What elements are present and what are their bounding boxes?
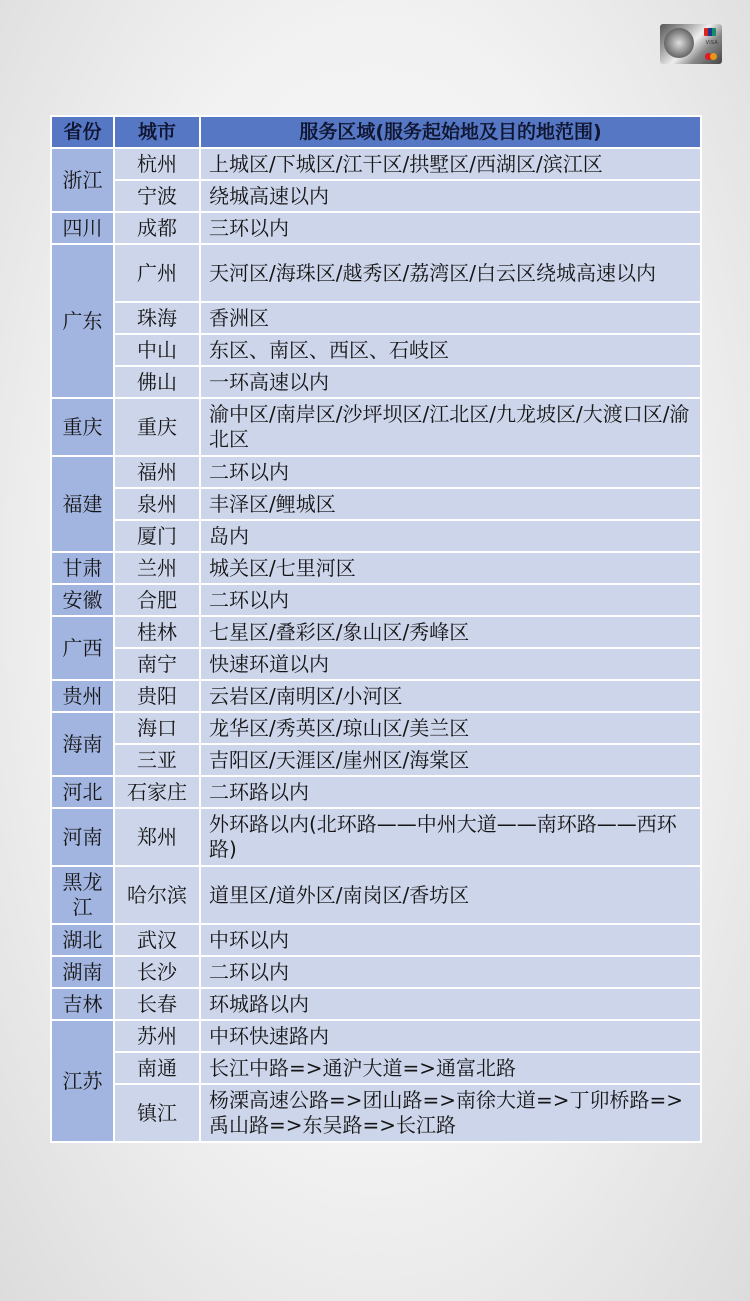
mastercard-orange-circle-icon [710, 53, 717, 60]
city-cell: 苏州 [114, 1020, 200, 1052]
province-cell: 甘肃 [51, 552, 114, 584]
table-row [51, 488, 701, 520]
city-cell: 长春 [114, 988, 200, 1020]
table-row [51, 712, 701, 744]
area-cell: 中环快速路内 [200, 1020, 701, 1052]
header-service-area: 服务区域(服务起始地及目的地范围) [200, 116, 701, 148]
city-cell: 长沙 [114, 956, 200, 988]
table-row [51, 1052, 701, 1084]
city-cell: 珠海 [114, 302, 200, 334]
province-cell: 河南 [51, 808, 114, 866]
city-cell: 郑州 [114, 808, 200, 866]
table-row [51, 808, 701, 866]
unionpay-mark-icon [704, 28, 716, 36]
table-row [51, 924, 701, 956]
city-cell: 哈尔滨 [114, 866, 200, 924]
city-cell: 佛山 [114, 366, 200, 398]
area-cell: 岛内 [200, 520, 701, 552]
area-cell: 二环以内 [200, 956, 701, 988]
area-cell: 丰泽区/鲤城区 [200, 488, 701, 520]
area-cell: 龙华区/秀英区/琼山区/美兰区 [200, 712, 701, 744]
area-cell: 七星区/叠彩区/象山区/秀峰区 [200, 616, 701, 648]
city-cell: 石家庄 [114, 776, 200, 808]
area-cell: 道里区/道外区/南岗区/香坊区 [200, 866, 701, 924]
city-cell: 泉州 [114, 488, 200, 520]
city-cell: 成都 [114, 212, 200, 244]
province-cell: 福建 [51, 456, 114, 552]
city-cell: 厦门 [114, 520, 200, 552]
province-cell: 海南 [51, 712, 114, 776]
area-cell: 杨溧高速公路=>团山路=>南徐大道=>丁卯桥路=>禹山路=>东吴路=>长江路 [200, 1084, 701, 1142]
city-cell: 贵阳 [114, 680, 200, 712]
area-cell: 长江中路=>通沪大道=>通富北路 [200, 1052, 701, 1084]
table-row [51, 680, 701, 712]
city-cell: 镇江 [114, 1084, 200, 1142]
table-row [51, 744, 701, 776]
table-row [51, 148, 701, 180]
table-row [51, 244, 701, 302]
area-cell: 云岩区/南明区/小河区 [200, 680, 701, 712]
table-row [51, 616, 701, 648]
card-emblem [664, 28, 694, 58]
province-cell: 浙江 [51, 148, 114, 212]
province-cell: 广东 [51, 244, 114, 398]
city-cell: 南通 [114, 1052, 200, 1084]
table-row [51, 302, 701, 334]
table-row [51, 212, 701, 244]
table-row [51, 334, 701, 366]
city-cell: 杭州 [114, 148, 200, 180]
table-row [51, 456, 701, 488]
province-cell: 江苏 [51, 1020, 114, 1142]
table-row [51, 398, 701, 456]
city-cell: 中山 [114, 334, 200, 366]
table-row [51, 520, 701, 552]
area-cell: 上城区/下城区/江干区/拱墅区/西湖区/滨江区 [200, 148, 701, 180]
area-cell: 一环高速以内 [200, 366, 701, 398]
city-cell: 宁波 [114, 180, 200, 212]
city-cell: 武汉 [114, 924, 200, 956]
area-cell: 快速环道以内 [200, 648, 701, 680]
city-cell: 福州 [114, 456, 200, 488]
city-cell: 三亚 [114, 744, 200, 776]
header-province: 省份 [51, 116, 114, 148]
area-cell: 二环以内 [200, 584, 701, 616]
area-cell: 城关区/七里河区 [200, 552, 701, 584]
city-cell: 兰州 [114, 552, 200, 584]
area-cell: 渝中区/南岸区/沙坪坝区/江北区/九龙坡区/大渡口区/渝北区 [200, 398, 701, 456]
city-cell: 合肥 [114, 584, 200, 616]
area-cell: 东区、南区、西区、石岐区 [200, 334, 701, 366]
province-cell: 重庆 [51, 398, 114, 456]
province-cell: 湖北 [51, 924, 114, 956]
city-cell: 桂林 [114, 616, 200, 648]
province-cell: 贵州 [51, 680, 114, 712]
table-row [51, 988, 701, 1020]
service-area-table [50, 115, 702, 1143]
area-cell: 吉阳区/天涯区/崖州区/海棠区 [200, 744, 701, 776]
bank-card-logo [660, 24, 722, 64]
area-cell: 外环路以内(北环路——中州大道——南环路——西环路) [200, 808, 701, 866]
city-cell: 海口 [114, 712, 200, 744]
header-city: 城市 [114, 116, 200, 148]
city-cell: 广州 [114, 244, 200, 302]
province-cell: 广西 [51, 616, 114, 680]
area-cell: 二环以内 [200, 456, 701, 488]
province-cell: 四川 [51, 212, 114, 244]
table-row [51, 866, 701, 924]
province-cell: 河北 [51, 776, 114, 808]
city-cell: 重庆 [114, 398, 200, 456]
area-cell: 三环以内 [200, 212, 701, 244]
area-cell: 天河区/海珠区/越秀区/荔湾区/白云区绕城高速以内 [200, 244, 701, 302]
table-row [51, 552, 701, 584]
city-cell: 南宁 [114, 648, 200, 680]
table-row [51, 366, 701, 398]
area-cell: 环城路以内 [200, 988, 701, 1020]
table-row [51, 648, 701, 680]
table-row [51, 776, 701, 808]
area-cell: 中环以内 [200, 924, 701, 956]
province-cell: 安徽 [51, 584, 114, 616]
province-cell: 湖南 [51, 956, 114, 988]
table-header-row [51, 116, 701, 148]
province-cell: 吉林 [51, 988, 114, 1020]
province-cell: 黑龙江 [51, 866, 114, 924]
table-row [51, 956, 701, 988]
card-brand-text: VISA [705, 40, 718, 46]
table-row [51, 180, 701, 212]
area-cell: 二环路以内 [200, 776, 701, 808]
table-row [51, 584, 701, 616]
area-cell: 香洲区 [200, 302, 701, 334]
table-row [51, 1020, 701, 1052]
table-row [51, 1084, 701, 1142]
area-cell: 绕城高速以内 [200, 180, 701, 212]
